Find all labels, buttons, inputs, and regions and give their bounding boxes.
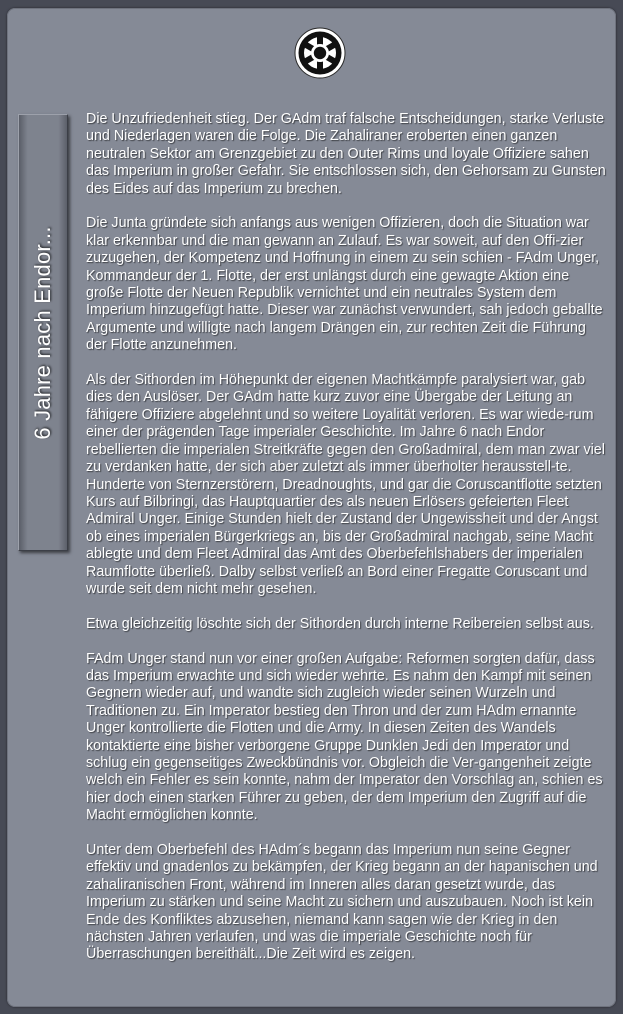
paragraph: Etwa gleichzeitig löschte sich der Sithorden durch interne Reibereien selbst aus. xyxy=(86,615,594,632)
sidebar-tab xyxy=(18,114,68,551)
paragraph: FAdm Unger stand nun vor einer großen Aufgabe: Reformen sorgten dafür, dass das Imperium erwachte und sich wieder wehrte. Es nahm den Kampf mit seinen Gegnern wieder auf, und wandte sich zugleich wieder seinen Wurzeln und Traditionen zu. Ein Imperator bestieg den Thron und der zum HAdm ernannte Unger kontrollierte die Flotten und die Army. In diesen Zeiten des Wandels kontaktierte eine bisher verborgene Gruppe Dunklen Jedi den Imperator und schlug ein gegenseitiges Zweckbündnis vor. Obgleich die Ver-gangenheit zeigte welch ein Fehler es sein konnte, nahm der Imperator den Vorschlag an, schien es hier doch einen starken Führer zu geben, der dem Imperium den Zugriff auf die Macht ermöglichen konnte. xyxy=(86,650,603,824)
paragraph: Die Unzufriedenheit stieg. Der GAdm traf falsche Entscheidungen, starke Verluste und Niederlagen waren die Folge. Die Zahaliraner eroberten einen ganzen neutralen Sektor am Grenzgebiet zu den Outer Rims und loyale Offiziere sahen das Imperium in großer Gefahr. Sie entschlossen sich, den Gehorsam zu Gunsten des Eides auf das Imperium zu brechen. xyxy=(86,111,606,197)
paragraph: Die Junta gründete sich anfangs aus wenigen Offizieren, doch die Situation war klar erkennbar und die man gewann an Zulauf. Es war soweit, auf den Offi-zier zuzugehen, der Kompetenz und Hoffnung in einem zu sein schien - FAdm Unger, Kommandeur der 1. Flotte, der erst unlängst durch eine gewagte Aktion eine große Flotte der Neuen Republik vernichtet und ein neutrales System dem Imperium hinzugefügt hatte. Dieser war zunächst verwundert, sah jedoch geballte Argumente und willigte nach langem Drängen ein, zur rechten Zeit die Führung der Flotte anzunehmen. xyxy=(86,215,603,354)
article-body xyxy=(86,111,608,981)
content-panel xyxy=(7,8,616,1007)
imperial-cog-icon xyxy=(294,27,346,79)
paragraph: Unter dem Oberbefehl des HAdm´s begann das Imperium nun seine Gegner effektiv und gnadenlos zu bekämpfen, der Krieg begann an der hapanischen und zahaliranischen Front, während im Inneren alles daran gesetzt wurde, das Imperium zu stärken und seine Macht zu sichern und auszubauen. Noch ist kein Ende des Konfliktes abzusehen, niemand kann sagen wie der Krieg in den nächsten Jahren verlaufen, und was die imperiale Geschichte noch für Überraschungen bereithält...Die Zeit wird es zeigen. xyxy=(86,841,598,963)
sidebar-tab-label: 6 Jahre nach Endor... xyxy=(30,225,55,440)
paragraph: Als der Sithorden im Höhepunkt der eigenen Machtkämpfe paralysiert war, gab dies den Auslöser. Der GAdm hatte kurz zuvor eine Übergabe der Leitung an fähigere Offiziere abgelehnt und so weitere Loyalität verloren. Es war wiede-rum einer der prägenden Tage imperialer Geschichte. Im Jahre 6 nach Endor rebellierten die imperialen Streitkräfte gegen den Großadmiral, dem man zwar viel zu verdanken hatte, der sich aber zuletzt als immer überholter herausstell-te. Hunderte von Sternzerstörern, Dreadnoughts, und gar die Coruscantflotte setzten Kurs auf Bilbringi, das Hauptquartier des als neuen Erlösers gefeierten Fleet Admiral Unger. Einige Stunden hielt der Zustand der Ungewissheit und der Angst ob eines imperialen Bürgerkriegs an, bis der Großadmiral nachgab, seine Macht ablegte und dem Fleet Admiral das Amt des Oberbefehlshabers der imperialen Raumflotte überließ. Dalby selbst verließ an Bord einer Fregatte Coruscant und wurde seit dem nicht mehr gesehen. xyxy=(86,372,605,597)
